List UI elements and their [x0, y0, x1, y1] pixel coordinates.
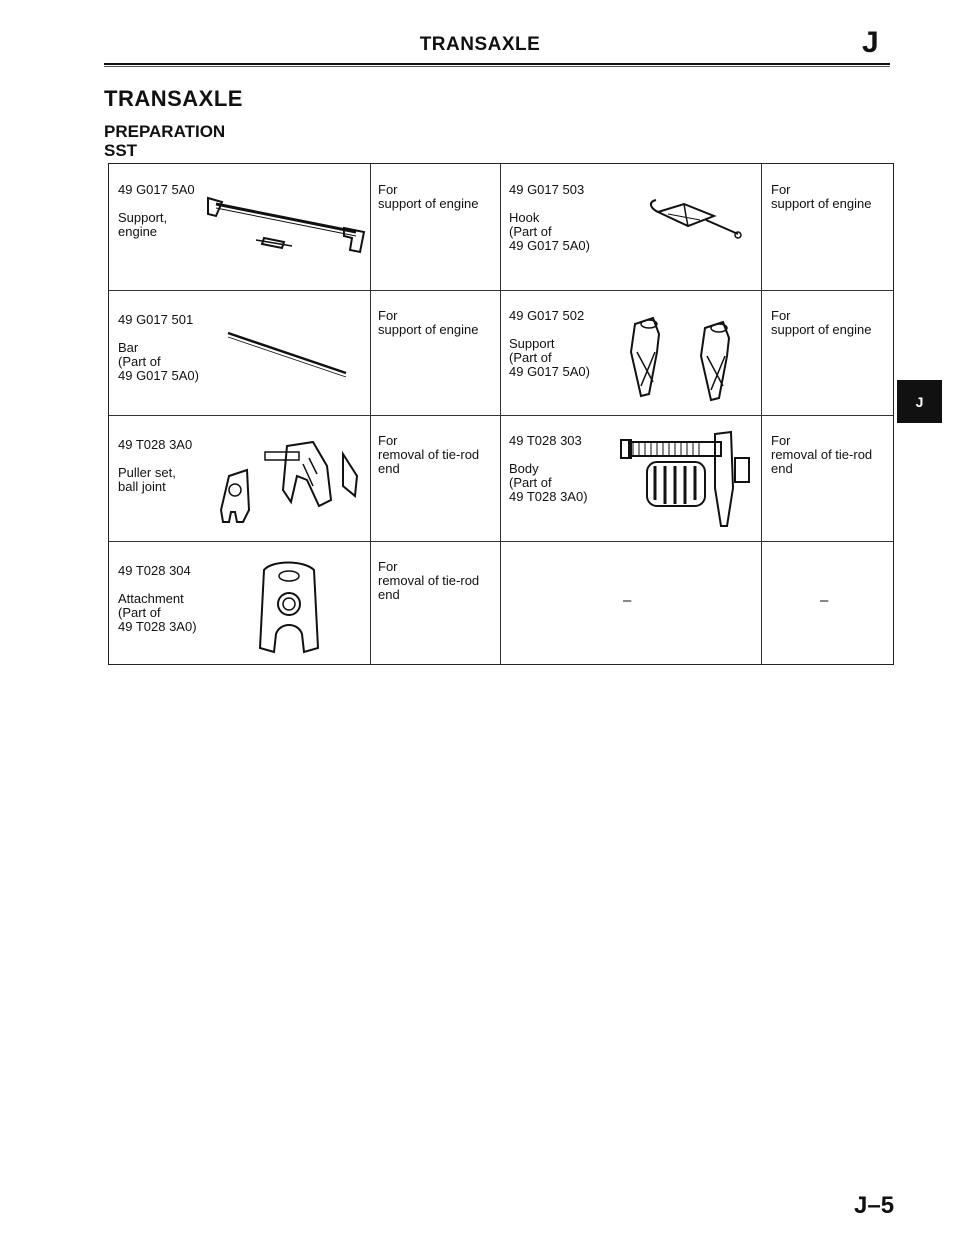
header-rule: [104, 63, 890, 65]
tool-use-text: For removal of tie-rod end: [378, 559, 480, 602]
tool-name: Attachment (Part of 49 T028 3A0): [118, 591, 197, 634]
table-col-divider: [500, 164, 501, 664]
engine-support-icon: [204, 194, 374, 274]
puller-body-icon: [619, 426, 759, 536]
tool-use: [771, 434, 891, 476]
subtitle-preparation: PREPARATION: [104, 122, 226, 141]
sst-table: [108, 163, 894, 665]
section-tab: J: [897, 380, 942, 423]
tool-use-text: For removal of tie-rod end: [378, 433, 480, 476]
tool-use-text: For support of engine: [771, 308, 872, 337]
section-letter: J: [862, 26, 879, 59]
table-row-divider: [109, 290, 893, 291]
hook-icon: [644, 194, 744, 249]
tool-number: 49 G017 503: [509, 182, 585, 197]
tool-number: 49 G017 502: [509, 308, 585, 323]
header-rule-thin: [104, 66, 890, 67]
tool-use: [771, 309, 891, 337]
tool-use-text: For removal of tie-rod end: [771, 433, 873, 476]
tool-use-text: For support of engine: [378, 182, 479, 211]
tool-use: [378, 309, 498, 337]
attachment-icon: [254, 556, 324, 656]
tool-use: [378, 560, 498, 602]
tool-name: Bar (Part of 49 G017 5A0): [118, 340, 199, 383]
table-row: [118, 564, 368, 634]
bar-icon: [224, 329, 354, 379]
tool-name: Body (Part of 49 T028 3A0): [509, 461, 588, 504]
tool-name: Support, engine: [118, 210, 168, 239]
empty-use-dash: –: [820, 592, 829, 609]
tool-name: Puller set, ball joint: [118, 465, 176, 494]
tool-number: 49 G017 5A0: [118, 182, 195, 197]
support-brackets-icon: [619, 312, 759, 407]
tool-use-text: For support of engine: [771, 182, 872, 211]
tool-use: [378, 434, 498, 476]
table-col-divider: [761, 164, 762, 664]
table-row-divider: [109, 415, 893, 416]
tool-number: 49 T028 303: [509, 433, 582, 448]
tool-number: 49 G017 501: [118, 312, 194, 327]
tool-number: 49 T028 3A0: [118, 437, 193, 452]
tool-use: [378, 183, 498, 211]
table-row-divider: [109, 541, 893, 542]
page-number: J–5: [854, 1192, 895, 1219]
tool-use-text: For support of engine: [378, 308, 479, 337]
tool-number: 49 T028 304: [118, 563, 191, 578]
subtitle: [104, 122, 225, 160]
tool-use: [771, 183, 891, 211]
tool-name: Support (Part of 49 G017 5A0): [509, 336, 590, 379]
page-title: TRANSAXLE: [104, 86, 243, 111]
puller-set-icon: [217, 436, 367, 526]
subtitle-sst: SST: [104, 141, 138, 160]
tool-name: Hook (Part of 49 G017 5A0): [509, 210, 590, 253]
empty-tool-dash: –: [623, 592, 632, 609]
header-title: TRANSAXLE: [419, 34, 541, 55]
